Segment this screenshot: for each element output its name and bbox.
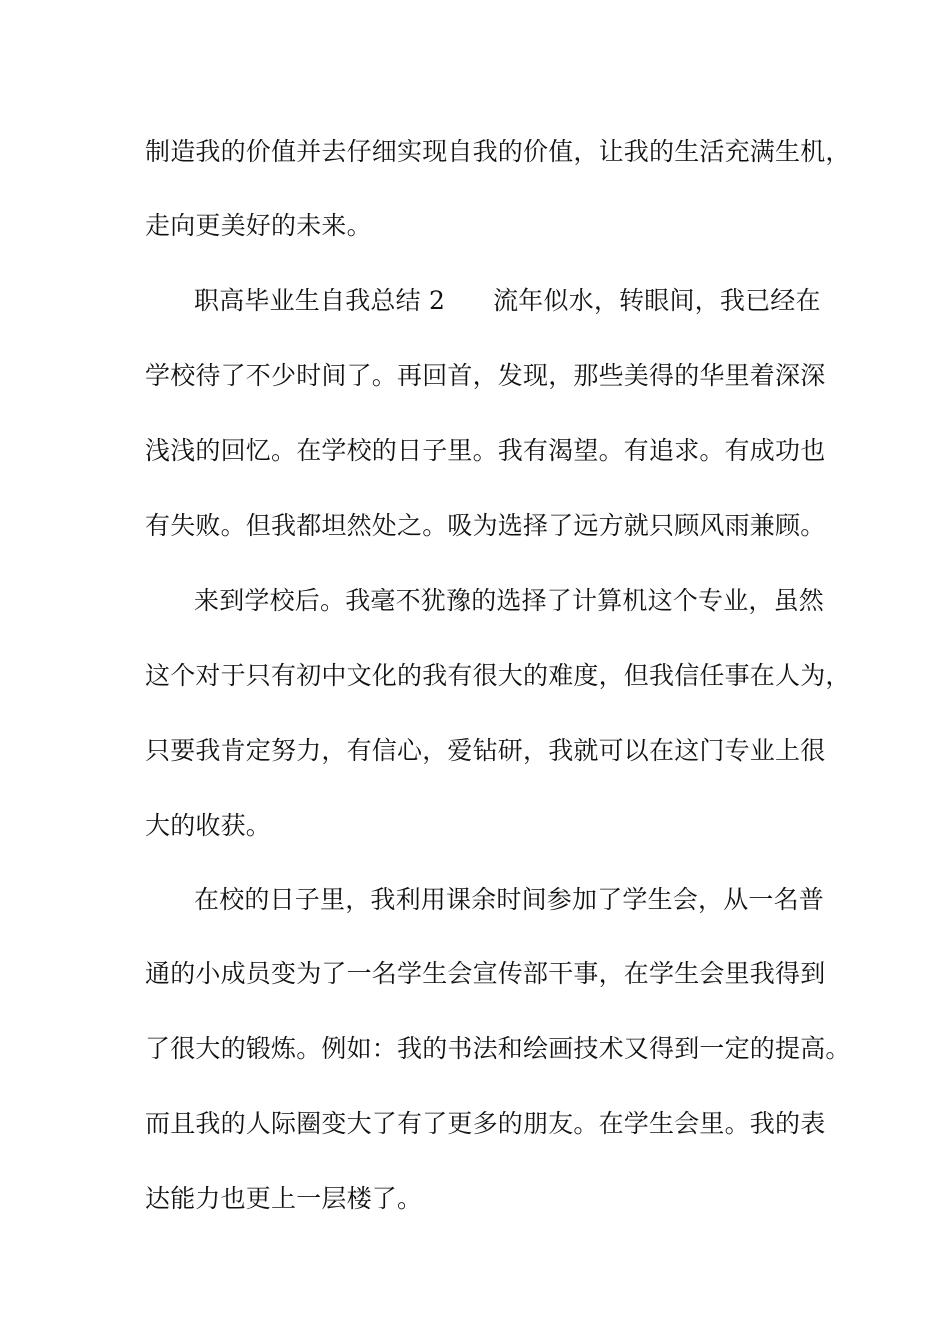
paragraph-line: 只要我肯定努力，有信心，爱钻研，我就可以在这门专业上很 xyxy=(145,736,826,765)
paragraph-line: 大的收获。 xyxy=(145,811,272,840)
section-heading-line xyxy=(194,284,884,318)
paragraph-line: 这个对于只有初中文化的我有很大的难度，但我信任事在人为， xyxy=(145,661,851,690)
paragraph-line: 学校待了不少时间了。再回首，发现，那些美得的华里着深深 xyxy=(145,361,826,390)
paragraph-line: 制造我的价值并去仔细实现自我的价值，让我的生活充满生机， xyxy=(145,137,851,166)
paragraph-line: 达能力也更上一层楼了。 xyxy=(145,1184,423,1213)
paragraph-line: 在校的日子里，我利用课余时间参加了学生会，从一名普 xyxy=(194,885,825,914)
paragraph-line: 来到学校后。我毫不犹豫的选择了计算机这个专业，虽然 xyxy=(194,586,825,615)
paragraph-text: 流年似水，转眼间，我已经在 xyxy=(493,286,821,315)
paragraph-line: 了很大的锻炼。例如：我的书法和绘画技术又得到一定的提高。 xyxy=(145,1034,851,1063)
paragraph-line: 而且我的人际圈变大了有了更多的朋友。在学生会里。我的表 xyxy=(145,1109,826,1138)
section-title: 职高毕业生自我总结 2 xyxy=(194,286,446,315)
paragraph-line: 有失败。但我都坦然处之。吸为选择了远方就只顾风雨兼顾。 xyxy=(145,511,826,540)
paragraph-line: 通的小成员变为了一名学生会宣传部干事，在学生会里我得到 xyxy=(145,959,826,988)
paragraph-line: 浅浅的回忆。在学校的日子里。我有渴望。有追求。有成功也 xyxy=(145,436,826,465)
paragraph-line: 走向更美好的未来。 xyxy=(145,211,372,240)
